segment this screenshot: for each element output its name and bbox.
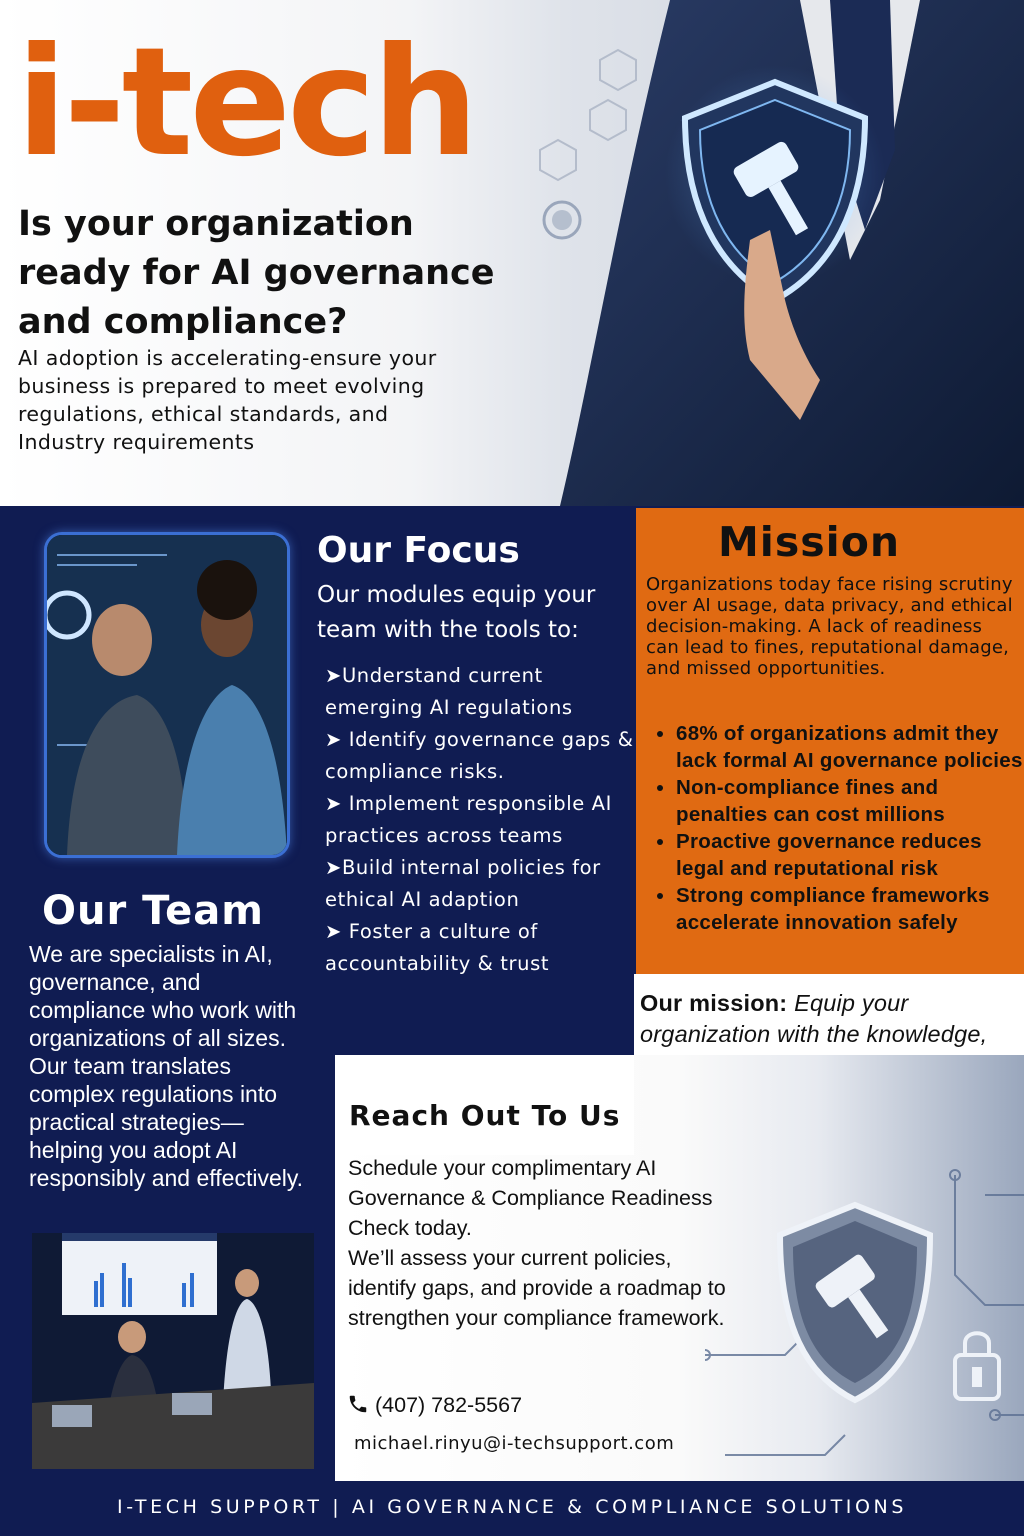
- focus-item: ➤Build internal policies for ethical AI adaption: [325, 856, 601, 911]
- mission-panel: [636, 508, 1024, 974]
- meeting-room-photo: [32, 1233, 314, 1469]
- mission-bullet: • Non-compliance fines and penalties can cost millions: [676, 774, 1024, 828]
- reach-out-line: Schedule your complimentary AI Governance & Compliance Readiness Check today.: [348, 1156, 713, 1240]
- phone-number[interactable]: (407) 782-5567: [375, 1393, 523, 1417]
- team-title: Our Team: [42, 888, 264, 934]
- shield-lock-circuit-image: [705, 1155, 1024, 1481]
- focus-list: [325, 660, 635, 980]
- mission-bullet: • Strong compliance frameworks accelerate innovation safely: [676, 882, 1024, 936]
- focus-title: Our Focus: [317, 530, 520, 571]
- mission-statement-label: Our mission:: [640, 990, 788, 1016]
- focus-item: ➤ Implement responsible AI practices across teams: [325, 792, 612, 847]
- focus-item: ➤ Foster a culture of accountability & trust: [325, 920, 550, 975]
- footer-tagline: I-TECH SUPPORT | AI GOVERNANCE & COMPLIANCE SOLUTIONS: [116, 1496, 908, 1518]
- reach-out-text: [348, 1153, 738, 1333]
- contact-section: [335, 1055, 1024, 1481]
- reach-out-title: Reach Out To Us: [349, 1099, 621, 1132]
- focus-intro: Our modules equip your team with the tools to:: [317, 582, 596, 643]
- mission-statement-text: Equip your organization with the knowledge,: [640, 990, 988, 1047]
- focus-item: ➤ Identify governance gaps & compliance risks.: [325, 728, 634, 783]
- phone-contact[interactable]: [347, 1393, 522, 1418]
- team-collaboration-photo: [44, 532, 290, 858]
- focus-item: ➤Understand current emerging AI regulations: [325, 664, 573, 719]
- hero-title: Is your organization ready for AI governance and compliance?: [18, 204, 495, 342]
- hero-subtitle: AI adoption is accelerating-ensure your business is prepared to meet evolving regulations, ethical standards, and Industry requirements: [18, 346, 437, 454]
- mission-bullet: • 68% of organizations admit they lack formal AI governance policies: [676, 720, 1024, 774]
- email-link[interactable]: michael.rinyu@i-techsupport.com: [354, 1433, 675, 1454]
- mission-title: Mission: [718, 518, 901, 566]
- mission-bullet: • Proactive governance reduces legal and reputational risk: [676, 828, 1024, 882]
- reach-out-line: We’ll assess your current policies, identify gaps, and provide a roadmap to strengthen your compliance framework.: [348, 1246, 726, 1330]
- team-text: We are specialists in AI, governance, and compliance who work with organizations of all sizes. Our team translates complex regulations into practical strategies—helping you adopt AI responsibly and effectively.: [29, 941, 304, 1191]
- businessman-shield-gavel-image: [500, 0, 1024, 506]
- mission-stats-list: [676, 720, 1024, 936]
- hero-section: [0, 0, 1024, 506]
- i-tech-logo: i-tech: [16, 16, 475, 190]
- phone-icon: [347, 1393, 369, 1415]
- mission-text: Organizations today face rising scrutiny over AI usage, data privacy, and ethical decision-making. A lack of readiness can lead to fines, reputational damage, and missed opportunities.: [646, 574, 1013, 679]
